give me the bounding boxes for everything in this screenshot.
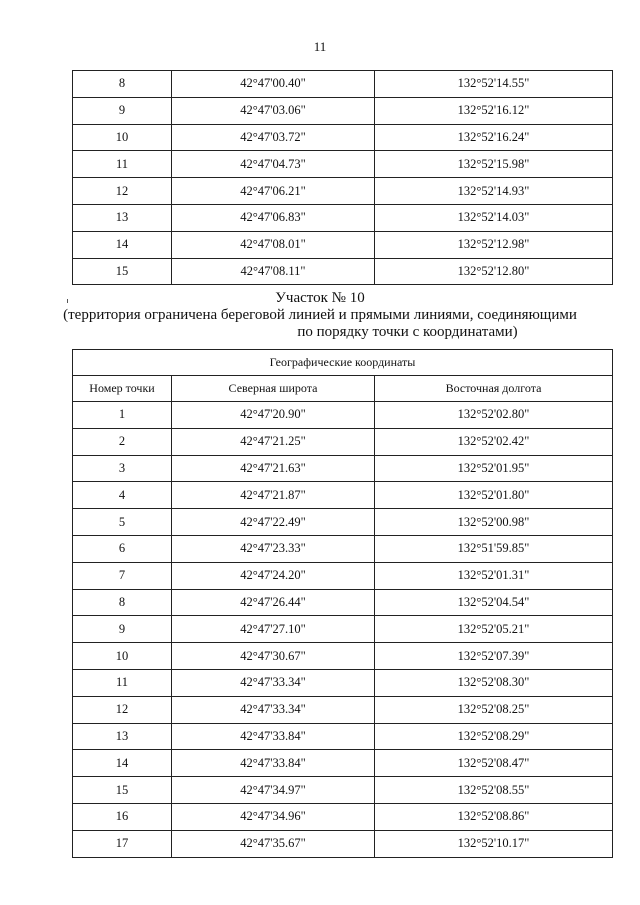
longitude-cell: 132°52'04.54" [375, 589, 613, 616]
latitude-cell: 42°47'33.84" [172, 750, 375, 777]
table-row [73, 750, 613, 777]
page-number: 11 [313, 39, 327, 54]
point-number-cell: 13 [73, 204, 172, 231]
point-number-cell: 4 [73, 482, 172, 509]
latitude-cell: 42°47'34.96" [172, 803, 375, 830]
latitude-cell: 42°47'00.40" [172, 71, 375, 98]
coordinates-table-body [73, 402, 613, 858]
longitude-cell: 132°52'01.95" [375, 455, 613, 482]
latitude-cell: 42°47'06.21" [172, 178, 375, 205]
table-row [73, 535, 613, 562]
point-number-cell: 11 [73, 151, 172, 178]
latitude-cell: 42°47'33.34" [172, 669, 375, 696]
longitude-cell: 132°52'05.21" [375, 616, 613, 643]
point-number-cell: 2 [73, 428, 172, 455]
table-row [73, 777, 613, 804]
latitude-cell: 42°47'30.67" [172, 643, 375, 670]
latitude-cell: 42°47'04.73" [172, 151, 375, 178]
table-row [73, 509, 613, 536]
table-row [73, 643, 613, 670]
longitude-cell: 132°52'02.80" [375, 402, 613, 429]
point-number-cell: 3 [73, 455, 172, 482]
coordinates-table-continued [72, 70, 613, 285]
latitude-cell: 42°47'08.11" [172, 258, 375, 285]
longitude-cell: 132°51'59.85" [375, 535, 613, 562]
longitude-cell: 132°52'00.98" [375, 509, 613, 536]
table-row [73, 723, 613, 750]
point-number-cell: 10 [73, 124, 172, 151]
point-number-cell: 14 [73, 231, 172, 258]
column-header-longitude: Восточная долгота [375, 376, 613, 402]
longitude-cell: 132°52'08.30" [375, 669, 613, 696]
coordinates-table-section-10 [72, 349, 613, 858]
longitude-cell: 132°52'14.03" [375, 204, 613, 231]
latitude-cell: 42°47'21.87" [172, 482, 375, 509]
table-column-header-row [73, 376, 613, 402]
point-number-cell: 6 [73, 535, 172, 562]
table-row [73, 482, 613, 509]
longitude-cell: 132°52'14.93" [375, 178, 613, 205]
latitude-cell: 42°47'21.63" [172, 455, 375, 482]
point-number-cell: 14 [73, 750, 172, 777]
column-header-point-number: Номер точки [73, 376, 172, 402]
point-number-cell: 12 [73, 696, 172, 723]
latitude-cell: 42°47'27.10" [172, 616, 375, 643]
latitude-cell: 42°47'21.25" [172, 428, 375, 455]
table-row [73, 71, 613, 98]
coordinates-table-body [73, 71, 613, 285]
point-number-cell: 8 [73, 71, 172, 98]
section-subtitle-line2: по порядку точки с координатами) [297, 324, 518, 340]
table-header [73, 350, 613, 402]
point-number-cell: 15 [73, 258, 172, 285]
latitude-cell: 42°47'23.33" [172, 535, 375, 562]
longitude-cell: 132°52'12.98" [375, 231, 613, 258]
longitude-cell: 132°52'01.80" [375, 482, 613, 509]
point-number-cell: 12 [73, 178, 172, 205]
table-row [73, 178, 613, 205]
point-number-cell: 5 [73, 509, 172, 536]
latitude-cell: 42°47'34.97" [172, 777, 375, 804]
table-row [73, 562, 613, 589]
longitude-cell: 132°52'16.12" [375, 97, 613, 124]
longitude-cell: 132°52'01.31" [375, 562, 613, 589]
latitude-cell: 42°47'03.06" [172, 97, 375, 124]
longitude-cell: 132°52'07.39" [375, 643, 613, 670]
table-row [73, 428, 613, 455]
section-subtitle-line1: (территория ограничена береговой линией и прямыми линиями, соединяющими [63, 307, 577, 323]
latitude-cell: 42°47'24.20" [172, 562, 375, 589]
table-row [73, 803, 613, 830]
table-row [73, 455, 613, 482]
table-row [73, 258, 613, 285]
longitude-cell: 132°52'10.17" [375, 830, 613, 857]
section-title: Участок № 10 [275, 290, 365, 306]
point-number-cell: 17 [73, 830, 172, 857]
point-number-cell: 9 [73, 616, 172, 643]
column-header-latitude: Северная широта [172, 376, 375, 402]
latitude-cell: 42°47'33.84" [172, 723, 375, 750]
table-row [73, 402, 613, 429]
longitude-cell: 132°52'16.24" [375, 124, 613, 151]
table-row [73, 616, 613, 643]
point-number-cell: 7 [73, 562, 172, 589]
table-row [73, 231, 613, 258]
point-number-cell: 8 [73, 589, 172, 616]
table-row [73, 151, 613, 178]
longitude-cell: 132°52'12.80" [375, 258, 613, 285]
longitude-cell: 132°52'08.25" [375, 696, 613, 723]
longitude-cell: 132°52'14.55" [375, 71, 613, 98]
point-number-cell: 16 [73, 803, 172, 830]
latitude-cell: 42°47'22.49" [172, 509, 375, 536]
latitude-cell: 42°47'20.90" [172, 402, 375, 429]
table-row [73, 97, 613, 124]
table-row [73, 589, 613, 616]
point-number-cell: 15 [73, 777, 172, 804]
longitude-cell: 132°52'15.98" [375, 151, 613, 178]
point-number-cell: 13 [73, 723, 172, 750]
latitude-cell: 42°47'06.83" [172, 204, 375, 231]
longitude-cell: 132°52'08.86" [375, 803, 613, 830]
latitude-cell: 42°47'08.01" [172, 231, 375, 258]
longitude-cell: 132°52'02.42" [375, 428, 613, 455]
table-group-header-row [73, 350, 613, 376]
latitude-cell: 42°47'03.72" [172, 124, 375, 151]
table-row [73, 830, 613, 857]
longitude-cell: 132°52'08.55" [375, 777, 613, 804]
latitude-cell: 42°47'35.67" [172, 830, 375, 857]
table-row [73, 124, 613, 151]
point-number-cell: 1 [73, 402, 172, 429]
point-number-cell: 11 [73, 669, 172, 696]
longitude-cell: 132°52'08.47" [375, 750, 613, 777]
longitude-cell: 132°52'08.29" [375, 723, 613, 750]
section-heading [0, 290, 640, 341]
point-number-cell: 10 [73, 643, 172, 670]
group-header-geo-coordinates: Географические координаты [73, 350, 613, 376]
table-row [73, 696, 613, 723]
point-number-cell: 9 [73, 97, 172, 124]
latitude-cell: 42°47'26.44" [172, 589, 375, 616]
table-row [73, 669, 613, 696]
table-row [73, 204, 613, 231]
latitude-cell: 42°47'33.34" [172, 696, 375, 723]
